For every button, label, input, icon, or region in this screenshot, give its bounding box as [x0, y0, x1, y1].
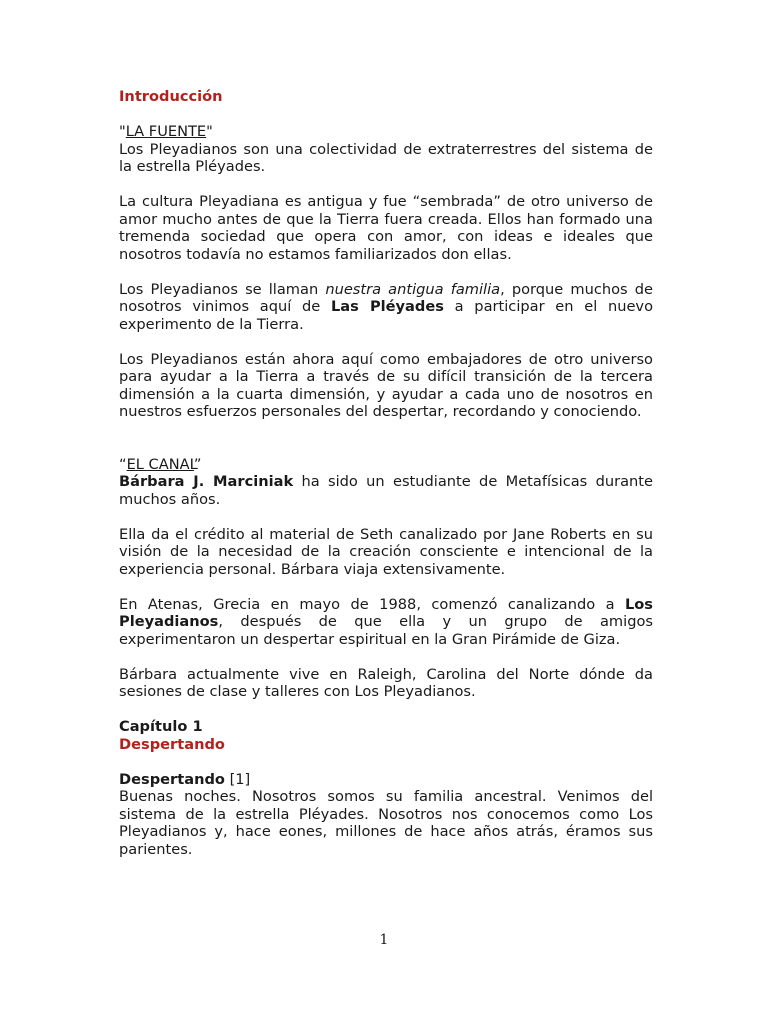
bold-run: Bárbara J. Marciniak — [119, 473, 294, 490]
fuente-paragraph-1: Los Pleyadianos son una colectividad de extraterrestres del sistema de la estrella Pléyades. — [119, 140, 653, 175]
bold-run: Las Pléyades — [330, 298, 444, 315]
text-run: Los Pleyadianos se llaman — [119, 280, 326, 298]
bold-run: Despertando — [119, 770, 225, 788]
canal-heading: EL CANAL — [126, 455, 194, 473]
chapter-label: Capítulo 1 — [119, 718, 203, 735]
section-heading — [119, 771, 653, 789]
intro-title: Introducción — [119, 88, 223, 105]
canal-paragraph-1 — [119, 473, 653, 508]
italic-run: nuestra antigua familia — [325, 280, 501, 298]
quote-close: ” — [193, 455, 202, 473]
fuente-paragraph-2: La cultura Pleyadiana es antigua y fue “sembrada” de otro universo de amor mucho antes de que la Tierra fuera creada. Ellos han formado una tremenda sociedad que opera con amor, con ideas e ideales que nosotros todavía no estamos familiarizados don ellas. — [119, 193, 653, 263]
text-run: , después de que ella y un grupo de amigos experimentaron un despertar espiritual en la Gran Pirámide de Giza. — [119, 613, 653, 648]
quote-open: " — [119, 123, 126, 140]
text-run: a participar en el nuevo experimento de la Tierra. — [119, 298, 653, 333]
canal-paragraph-3 — [119, 596, 653, 649]
fuente-paragraph-4: Los Pleyadianos están ahora aquí como embajadores de otro universo para ayudar a la Tierra a través de su difícil transición de la tercera dimensión a la cuarta dimensión, y ayudar a cada uno de nosotros en nuestros esfuerzos personales del despertar, recordando y conociendo. — [119, 350, 653, 420]
text-run: , porque muchos de nosotros vinimos aquí de — [119, 280, 653, 315]
fuente-paragraph-3 — [119, 281, 653, 334]
text-run: ha sido un estudiante de Metafísicas durante muchos años. — [119, 473, 653, 508]
chapter-paragraph-1: Buenas noches. Nosotros somos su familia ancestral. Venimos del sistema de la estrella Pléyades. Nosotros nos conocemos como Los Pleyadianos y, hace eones, millones de hace años atrás, éramos sus parientes. — [119, 788, 653, 858]
quote-close: " — [206, 123, 213, 140]
canal-paragraph-4: Bárbara actualmente vive en Raleigh, Carolina del Norte dónde da sesiones de clase y talleres con Los Pleyadianos. — [119, 665, 653, 700]
quote-open: “ — [119, 455, 127, 473]
document-body — [119, 88, 653, 858]
bold-run: Los Pleyadianos — [119, 595, 653, 630]
footnote-ref: [1] — [224, 770, 251, 788]
chapter-title: Despertando — [119, 735, 225, 753]
fuente-heading: LA FUENTE — [125, 123, 207, 140]
fuente-heading-line — [119, 123, 653, 141]
text-run: En Atenas, Grecia en mayo de 1988, comenzó canalizando a — [119, 595, 625, 613]
page-number: 1 — [379, 932, 389, 948]
canal-paragraph-2: Ella da el crédito al material de Seth canalizado por Jane Roberts en su visión de la necesidad de la creación consciente e intencional de la experiencia personal. Bárbara viaja extensivamente. — [119, 525, 653, 578]
canal-heading-line — [119, 456, 653, 474]
